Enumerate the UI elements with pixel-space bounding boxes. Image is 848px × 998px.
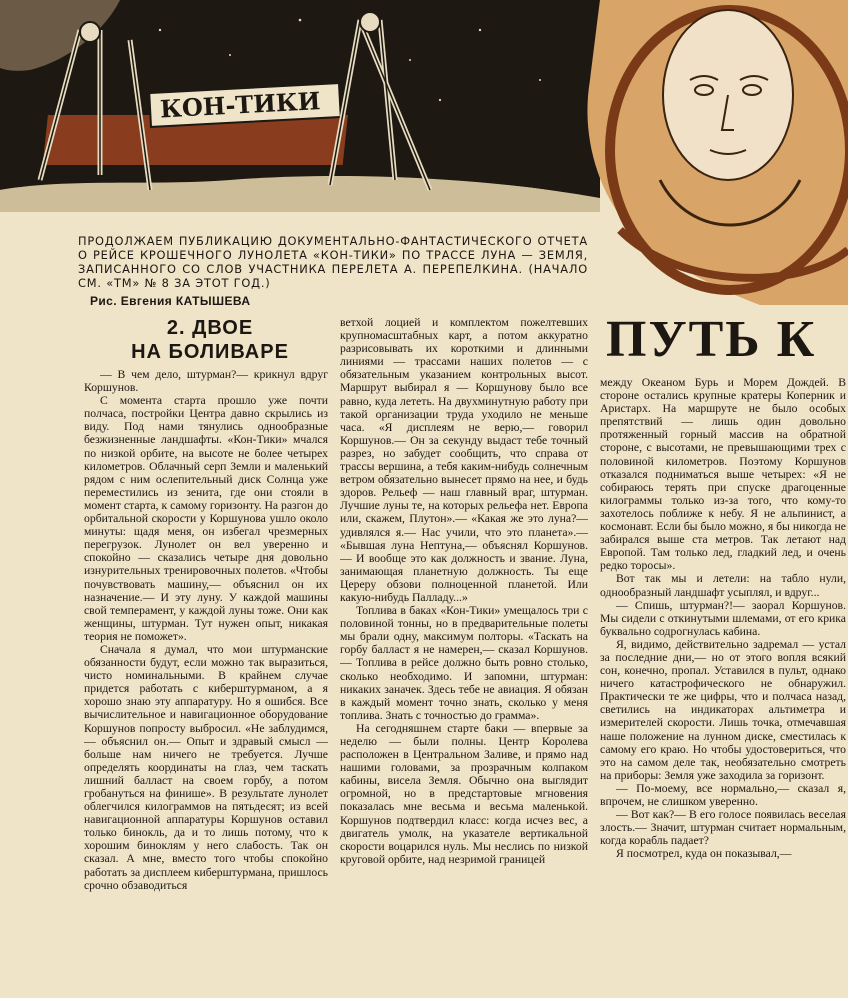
chapter-title-line2: НА БОЛИВАРЕ: [131, 341, 289, 363]
paragraph: — Вот как?— В его голосе появилась веселая злость.— Значит, штурман считает нормальным, когда корабль падает?: [600, 808, 846, 848]
article-intro: ПРОДОЛЖАЕМ ПУБЛИКАЦИЮ ДОКУМЕНТАЛЬНО-ФАНТАСТИЧЕСКОГО ОТЧЕТА О РЕЙСЕ КРОШЕЧНОГО ЛУНОЛЕТА «КОН-ТИКИ» ПО ТРАССЕ ЛУНА — ЗЕМЛЯ, ЗАПИСАННОГО СО СЛОВ УЧАСТНИКА ПЕРЕЛЕТА А. ПЕРЕПЕЛКИНА. (НАЧАЛО СМ. «ТМ» № 8 ЗА ЭТОТ ГОД.): [78, 234, 588, 290]
article-headline: ПУТЬ К: [606, 311, 817, 368]
paragraph: между Океаном Бурь и Морем Дождей. В стороне остались крупные кратеры Коперник и Аристарх. На маршруте не было особых препятствий — лишь один довольно протяженный горный массив на обратной стороне, с высотами, не превышающими трех с половиной километров. Поэтому Коршунов отказался подниматься выше четырех: «Я не собираюсь терять при спуске драгоценные килограммы только из-за того, что кому-то захотелось поближе к небу. Я не альпинист, а космонавт. Если бы было можно, я бы никогда не забирался выше ста метров. Так летают над Европой. Там только лед, гладкий лед, и очень редко торосы».: [600, 376, 846, 573]
cosmonaut-portrait: [587, 0, 848, 305]
kon-tiki-sign: КОН-ТИКИ: [159, 86, 322, 124]
chapter-title: [90, 316, 330, 364]
paragraph: С момента старта прошло уже почти полчаса, постройки Центра давно скрылись из виду. Под нами тянулись однообразные безжизненные ландшафты. «Кон-Тики» мчался по низкой орбите, на высоте не более четырех километров. Облачный серп Земли и маленький рядом с ним ослепительный диск Солнца уже переместились из зенита, где они стояли в момент старта, к самому горизонту. На разгон до орбитальной скорости у Коршунова ушло около минуты: щадя меня, он избегал чрезмерных перегрузок. Лунолет он вел уверенно и спокойно — сказались четыре дня довольно изнурительных тренировочных полетов. «Чтобы почувствовать машину,— объяснил он их назначение.— И эту луну. У каждой машины свой темперамент, у каждой луны тоже. Они как женщины, штурман. Тут нужен опыт, никакая теория не поможет».: [84, 394, 328, 643]
paragraph: Топлива в баках «Кон-Тики» умещалось три с половиной тонны, но в предварительные полеты мы брали одну, максимум полторы. «Таскать на горбу балласт я не намерен,— сказал Коршунов.— Топлива в рейсе должно быть ровно столько, сколько необходимо. И запомни, штурман: никаких заначек. Здесь тебе не авиация. Я обязан в каждый момент точно знать, сколько у меня топлива. Знать с точностью до грамма».: [340, 604, 588, 722]
text-column-1: [84, 368, 328, 998]
paragraph: Вот так мы и летели: на табло нули, однообразный ландшафт усыплял, и вдруг...: [600, 572, 846, 599]
text-column-3: [600, 376, 846, 998]
paragraph: — Спишь, штурман?!— заорал Коршунов. Мы сидели с откинутыми шлемами, от его крика буквально содрогнулась кабина.: [600, 598, 846, 638]
paragraph: На сегодняшнем старте баки — впервые за неделю — были полны. Центр Королева расположен в Центральном Заливе, и прямо над нашими головами, за прозрачным колпаком кабины, висела Земля. Обычно она выглядит огромной, но в предстартовые мгновения показалась мне весьма и весьма маленькой. Коршунов подтвердил класс: когда исчез вес, а двигатель умолк, на указателе вертикальной скорости воцарился нуль. Мы неслись по низкой круговой орбите, над незримой границей: [340, 721, 588, 866]
chapter-title-line1: 2. ДВОЕ: [166, 317, 254, 339]
paragraph: Сначала я думал, что мои штурманские обязанности будут, если можно так выразиться, чисто номинальными. В крайнем случае придется работать с киберштурманом, а я хорошо знаю эту аппаратуру. Но я ошибся. Все вычислительное и навигационное оборудование Коршунов попросту выбросил. «Не заблудимся,— объяснил он.— Опыт и здравый смысл — больше нам ничего не требуется. Лучше определять координаты на глаз, чем таскать лишний балласт на своем горбу, а потом гробануться на финише». В результате лунолет облегчился килограммов на пятьдесят; из всей навигационной аппаратуры Коршунов оставил только бинокль, да и то лишь потому, что к хорошим биноклям у него слабость. Так он сказал. А мне, вместо того чтобы спокойно работать за дисплеем киберштурмана, пришлось срочно обзаводиться: [84, 642, 328, 892]
paragraph: — По-моему, все нормально,— сказал я, впрочем, не слишком уверенно.: [600, 781, 846, 808]
paragraph: Я, видимо, действительно задремал — устал за последние дни,— но от этого вопля всякий сон, конечно, пропал. Уставился в пульт, однако ничего катастрофического не обнаружил. Практически те же цифры, что и полчаса назад, светились на индикаторах альтиметра и измерителей скорости. Лишь точка, отмечавшая наше положение на лунном диске, сместилась к самому его краю. Но чтобы удостовериться, что это на самом деле так, необязательно смотреть на приборы: Земля уже заходила за горизонт.: [600, 637, 846, 782]
paragraph: Я посмотрел, куда он показывал,—: [616, 847, 792, 861]
paragraph: ветхой лоцией и комплектом пожелтевших крупномасштабных карт, а потом аккуратно разрисовывать их короткими и длинными линиями — трассами наших полетов — с обязательным указанием контрольных высот. Маршрут выбирал я — Коршунову было все равно, куда лететь. На двухминутную работу при такой организации труда уходило не меньше часа. «Я дисплеям не верю,— говорил Коршунов.— Он за секунду выдаст тебе точный разрез, но забудет сообщить, что справа от трассы вершина, а тебя каким-нибудь солнечным ветром обязательно вынесет прямо на нее, и будь здоров. Рельеф — наш главный враг, штурман. Лучшие луны те, на которых рельефа нет. Европа или, скажем, Плутон».— «Какая же это луна?— удивлялся я.— Нас учили, что это планета».— «Бывшая луна Нептуна,— объяснял Коршунов.— И вообще это как должность и звание. Луна, занимающая планетную должность. Ты еще Цереру обзови полноценной планетой. Или какую-нибудь Палладу...»: [340, 316, 588, 604]
paragraph: — В чем дело, штурман?— крикнул вдруг Коршунов.: [84, 368, 328, 395]
text-column-2: [340, 316, 588, 998]
illustration-credit: Рис. Евгения КАТЫШЕВА: [90, 294, 251, 308]
